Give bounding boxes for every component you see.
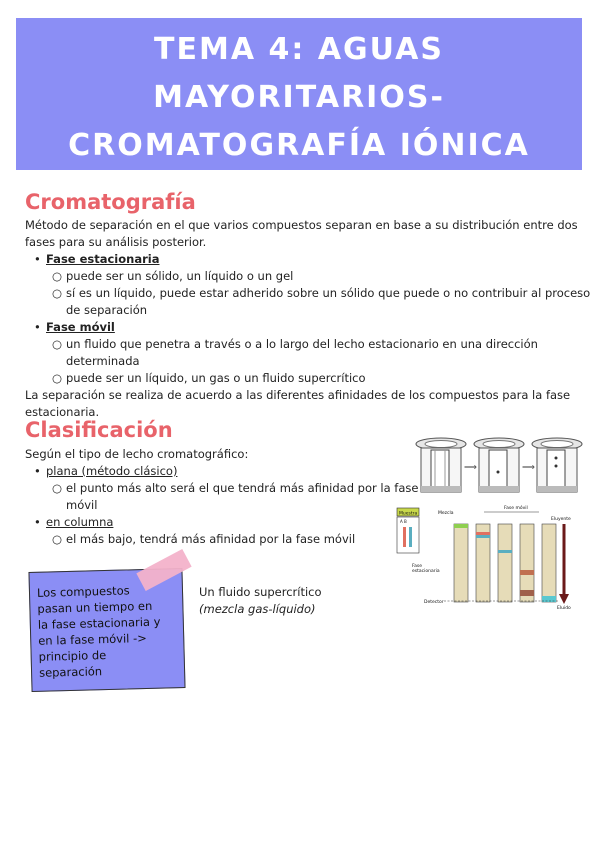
mezcla-label: Mezcla — [438, 511, 454, 516]
fe-item-2-cont: de separación — [66, 303, 148, 317]
fase-movil-diagram-label: Fase móvil — [504, 506, 528, 511]
title-line-3: CROMATOGRAFÍA IÓNICA — [68, 128, 530, 163]
sub-bullet: ○ — [52, 337, 63, 351]
arrow-icon: ⟹ — [522, 463, 535, 473]
fm-item-1: un fluido que penetra a través o a lo largo del lecho estacionario en una dirección — [66, 337, 538, 351]
muestra-label: Muestra — [399, 511, 418, 517]
plana-item-1: el punto más alto será el que tendrá más afinidad por la fase — [66, 481, 419, 495]
fm-item-2: puede ser un líquido, un gas o un fluido supercrítico — [66, 371, 366, 385]
beaker-2 — [474, 438, 524, 492]
intro-line-1: Método de separación en el que varios compuestos separan en base a su distribución entre dos — [25, 218, 578, 232]
plana-label-text: plana (método clásico) — [46, 464, 178, 478]
bullet-dot: • — [34, 320, 41, 334]
fe-item-2: sí es un líquido, puede estar adherido sobre un sólido que puede o no contribuir al proceso — [66, 286, 591, 300]
note-line: la fase estacionaria y — [37, 614, 161, 632]
fase-estacionaria-label: Fase estacionaria — [46, 252, 160, 266]
title-banner — [16, 18, 582, 170]
bullet-dot: • — [34, 515, 41, 529]
title-line-2: MAYORITARIOS- — [153, 80, 445, 115]
note-line: principio de — [38, 648, 107, 664]
column-chromatography-diagram — [394, 504, 584, 614]
bullet-dot: • — [34, 464, 41, 478]
planar-chromatography-illustration — [414, 436, 584, 500]
sticky-note — [28, 568, 185, 692]
sub-bullet: ○ — [52, 286, 63, 300]
fase-movil-label: Fase móvil — [46, 320, 115, 334]
clasificacion-intro: Según el tipo de lecho cromatográfico: — [25, 447, 249, 461]
heading-clasificacion: Clasificación — [25, 418, 173, 442]
fe-item-1: puede ser un sólido, un líquido o un gel — [66, 269, 294, 283]
columna-item-1: el más bajo, tendrá más afinidad por la fase móvil — [66, 532, 356, 546]
eluido-label: Eluido — [557, 606, 571, 611]
sub-bullet: ○ — [52, 532, 63, 546]
closing-line-1: La separación se realiza de acuerdo a las diferentes afinidades de los compuestos para la fase — [25, 388, 571, 402]
intro-line-2: fases para su análisis posterior. — [25, 235, 207, 249]
eluyente-label: Eluyente — [551, 517, 571, 522]
bullet-dot: • — [34, 252, 41, 266]
note-line: en la fase móvil -> — [38, 630, 148, 648]
sub-bullet: ○ — [52, 371, 63, 385]
supercritico-line-1: Un fluido supercrítico — [199, 585, 322, 599]
ab-label: A B — [400, 519, 407, 524]
fase-estacionaria-diagram-label-2: estacionaria — [412, 569, 440, 574]
detector-label: Detector — [424, 600, 444, 605]
fase-estacionaria-diagram-label: Fase — [412, 564, 423, 569]
note-line: pasan un tiempo en — [37, 598, 153, 616]
plana-label — [46, 463, 177, 480]
fm-item-1-cont: determinada — [66, 354, 140, 368]
plana-item-1-cont: móvil — [66, 498, 98, 512]
beaker-3 — [532, 438, 582, 492]
note-line: separación — [38, 664, 103, 680]
title-line-1: TEMA 4: AGUAS — [154, 32, 444, 67]
heading-cromatografia: Cromatografía — [25, 190, 196, 214]
columns — [454, 524, 556, 602]
beaker-1 — [416, 438, 466, 492]
supercritico-line-2: (mezcla gas-líquido) — [199, 602, 316, 616]
columna-label: en columna — [46, 515, 114, 529]
closing-line-2: estacionaria. — [25, 405, 100, 419]
sub-bullet: ○ — [52, 269, 63, 283]
note-line: Los compuestos — [36, 583, 130, 600]
arrow-icon: ⟹ — [464, 463, 477, 473]
sub-bullet: ○ — [52, 481, 63, 495]
